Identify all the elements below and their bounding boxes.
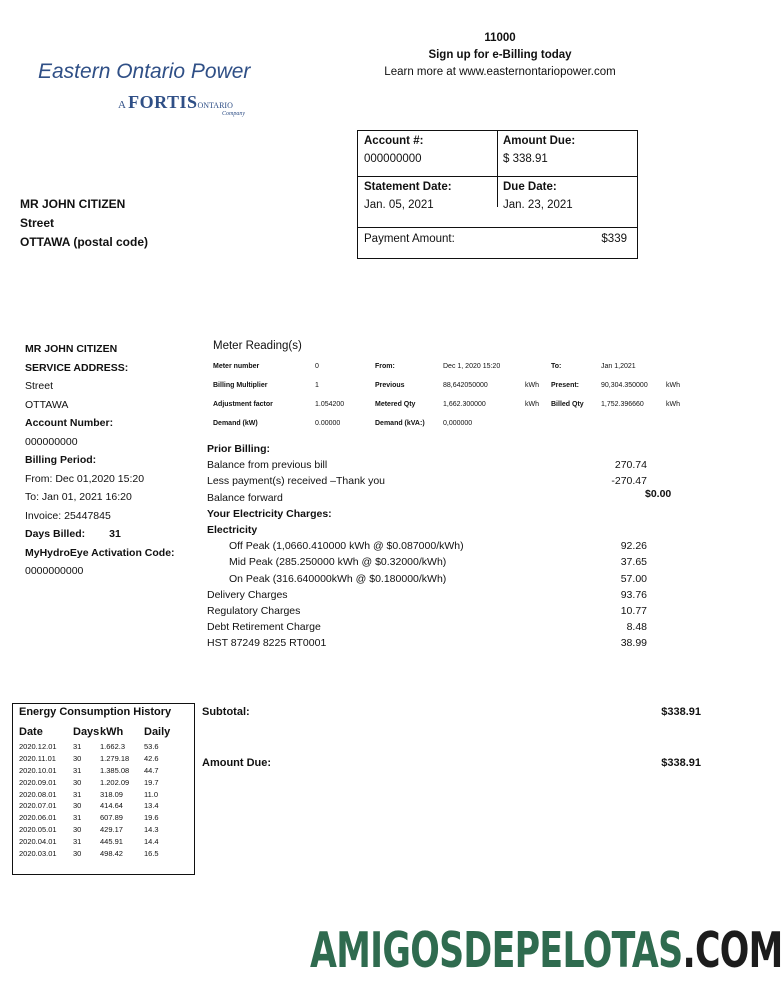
history-cell: 2020.05.01 [19,824,57,834]
history-cell: 31 [73,813,82,823]
meter-row [213,376,686,395]
off-peak: 92.26 [620,540,647,553]
hst: 38.99 [620,637,647,650]
meter-cell: Billing Multiplier [213,382,268,389]
meter-cell: Previous [375,382,405,389]
balance-prev-label: Balance from previous bill [207,459,328,472]
charges-section [207,441,647,652]
account-number-label: Account Number: [25,417,114,429]
on-peak: 57.00 [620,572,647,585]
delivery-label: Delivery Charges [207,588,288,601]
meter-cell: To: [551,363,562,370]
history-cell: 11.0 [144,789,159,799]
history-cell: 31 [73,836,82,846]
meter-cell: kWh [525,401,539,408]
history-row [19,765,184,777]
history-cell: 2020.03.01 [19,848,57,858]
history-cell: 14.4 [144,836,159,846]
charge-row [207,457,647,473]
history-cell: 1.202.09 [100,777,130,787]
parent-suffix: ONTARIO [197,101,233,110]
history-row [19,800,184,812]
billing-to: To: Jan 01, 2021 16:20 [25,491,132,503]
history-cell: 2020.07.01 [19,801,57,811]
meter-cell: Jan 1,2021 [601,363,636,370]
promo-block [360,30,640,81]
meter-cell: 1,662.300000 [443,401,486,408]
meter-cell [525,414,551,433]
activation-label: MyHydroEye Activation Code: [25,546,175,559]
meter-cell [666,414,686,433]
service-street: Street [25,380,54,392]
meter-cell: kWh [666,401,680,408]
meter-cell: Dec 1, 2020 15:20 [443,363,501,370]
meter-cell: 0.00000 [315,420,341,427]
payment-amount-value: $339 [601,233,627,245]
service-info [25,340,175,581]
history-cell: 607.89 [100,813,123,823]
charge-row [207,603,647,619]
history-cell: 429.17 [100,824,123,834]
debt-label: Debt Retirement Charge [207,621,321,634]
history-row [19,835,184,847]
amount-due-summary-label: Amount Due: [202,757,272,769]
history-cell: 2020.08.01 [19,789,57,799]
mid-peak-label: Mid Peak (285.250000 kWh @ $0.32000/kWh) [229,556,447,569]
charge-row [207,538,647,554]
parent-company-tag: Company [222,111,245,117]
charge-row [207,635,647,651]
meter-cell [601,414,666,433]
history-cell: 2020.11.01 [19,754,56,764]
history-cell: 31 [73,742,82,752]
meter-cell: 1 [315,382,319,389]
parent-prefix: A [118,99,126,111]
history-cell: 30 [73,801,82,811]
col-kwh: kWh [100,726,124,738]
electricity-label: Electricity [207,524,258,537]
mailing-city: OTTAWA (postal code) [20,235,148,249]
prior-billing-label: Prior Billing: [207,443,270,455]
account-summary-box [357,130,638,259]
charge-row [207,571,647,587]
billing-period-label: Billing Period: [25,454,97,466]
meter-cell: 0 [315,363,319,370]
history-cell: 2020.06.01 [19,813,57,823]
meter-readings-title: Meter Reading(s) [213,340,302,352]
parent-name: FORTIS [128,92,198,112]
billing-from: From: Dec 01,2020 15:20 [25,472,145,485]
charge-row [207,554,647,570]
meter-readings-table [213,357,686,433]
watermark-dark: .COM [682,922,783,979]
history-cell: 2020.04.01 [19,836,57,846]
meter-cell: kWh [525,382,539,389]
statement-date-value: Jan. 05, 2021 [364,199,434,211]
account-number: 000000000 [25,435,78,448]
history-cell: 445.91 [100,836,123,846]
promo-ebilling: Sign up for e-Billing today [428,49,572,61]
charge-row [207,490,647,506]
activation-code: 0000000000 [25,565,84,577]
mailing-street: Street [20,216,55,230]
service-address-label: SERVICE ADDRESS: [25,361,129,374]
subtotal-value: $338.91 [661,706,701,718]
history-cell: 19.6 [144,813,159,823]
meter-cell: 88,642050000 [443,382,488,389]
service-city: OTTAWA [25,398,69,411]
meter-cell [525,357,551,376]
meter-cell: Present: [551,382,580,389]
hst-label: HST 87249 8225 RT0001 [207,637,327,650]
col-daily: Daily [144,726,171,738]
history-cell: 30 [73,824,82,834]
history-cell: 318.09 [100,789,123,799]
history-row [19,753,184,765]
meter-cell: Meter number [213,363,260,370]
history-cell: 30 [73,777,82,787]
account-label: Account #: [364,135,424,147]
delivery: 93.76 [620,588,647,601]
history-cell: 31 [73,765,82,775]
meter-cell: 0,000000 [443,420,473,427]
meter-cell: 1.054200 [315,401,345,408]
payment-amount-label: Payment Amount: [364,233,455,245]
history-row [19,741,184,753]
history-cell: 1.662.3 [100,742,126,752]
debt: 8.48 [626,621,647,634]
watermark [310,922,783,979]
subtotal-label: Subtotal: [202,706,250,718]
mailing-name: MR JOHN CITIZEN [20,197,126,211]
history-cell: 14.3 [144,824,159,834]
energy-history-table [19,723,184,859]
history-cell: 44.7 [144,765,159,775]
mid-peak: 37.65 [620,556,647,569]
meter-cell: From: [375,363,395,370]
meter-cell: Metered Qty [375,401,416,408]
parent-company-logo [118,92,233,113]
charge-row [207,587,647,603]
energy-history-title: Energy Consumption History [19,706,172,718]
history-cell: 1.385.08 [100,765,130,775]
history-cell: 13.4 [144,801,159,811]
company-logo-name: Eastern Ontario Power [38,60,251,83]
off-peak-label: Off Peak (1,0660.410000 kWh @ $0.087000/kWh) [229,540,464,553]
history-cell: 498.42 [100,848,123,858]
on-peak-label: On Peak (316.640000kWh @ $0.180000/kWh) [229,572,447,585]
due-date-label: Due Date: [503,181,557,193]
meter-row [213,414,686,433]
history-cell: 19.7 [144,777,159,787]
balance-forward: $0.00 [645,488,672,500]
promo-link[interactable]: Learn more at www.easternontariopower.com [384,66,616,78]
invoice-number: Invoice: 25447845 [25,509,111,522]
watermark-green: AMIGOSDEPELOTAS [310,922,683,979]
history-cell: 16.5 [144,848,159,858]
history-cell: 42.6 [144,754,159,764]
history-cell: 1.279.18 [100,754,130,764]
meter-cell: Adjustment factor [213,401,273,408]
history-row [19,847,184,859]
col-days: Days [73,726,100,738]
history-row [19,788,184,800]
history-row [19,824,184,836]
days-billed-label: Days Billed: [25,528,86,540]
amount-due-label: Amount Due: [503,135,576,147]
history-cell: 30 [73,754,82,764]
your-charges-label: Your Electricity Charges: [207,507,332,520]
meter-cell: 1,752.396660 [601,401,644,408]
history-row [19,776,184,788]
statement-date-label: Statement Date: [364,181,452,193]
meter-cell [666,357,686,376]
meter-cell: kWh [666,382,680,389]
history-cell: 414.64 [100,801,123,811]
history-cell: 2020.10.01 [19,765,57,775]
days-billed: 31 [109,528,121,540]
charge-row [207,619,647,635]
amount-due-summary-value: $338.91 [661,757,701,769]
meter-cell: Demand (kW) [213,420,258,427]
balance-prev: 270.74 [614,459,647,472]
history-cell: 53.6 [144,742,159,752]
balance-forward-label: Balance forward [207,491,283,504]
promo-code: 11000 [484,32,516,44]
energy-history-box [12,703,195,875]
meter-cell: Demand (kVA:) [375,420,425,427]
meter-cell: 90,304.350000 [601,382,648,389]
meter-cell: Billed Qty [551,401,584,408]
history-cell: 2020.09.01 [19,777,57,787]
service-name: MR JOHN CITIZEN [25,343,118,355]
meter-cell [551,414,601,433]
due-date-value: Jan. 23, 2021 [503,199,573,211]
history-cell: 31 [73,789,82,799]
amount-due-value: $ 338.91 [503,153,548,165]
meter-row [213,357,686,376]
charge-row [207,473,647,489]
history-cell: 2020.12.01 [19,742,57,752]
payment-received-label: Less payment(s) received –Thank you [207,475,386,488]
regulatory: 10.77 [620,605,647,618]
history-row [19,812,184,824]
account-value: 000000000 [364,153,422,165]
col-date: Date [19,726,43,738]
payment-received: -270.47 [611,475,647,488]
mailing-address [20,195,148,252]
regulatory-label: Regulatory Charges [207,605,301,618]
history-cell: 30 [73,848,82,858]
meter-row [213,395,686,414]
